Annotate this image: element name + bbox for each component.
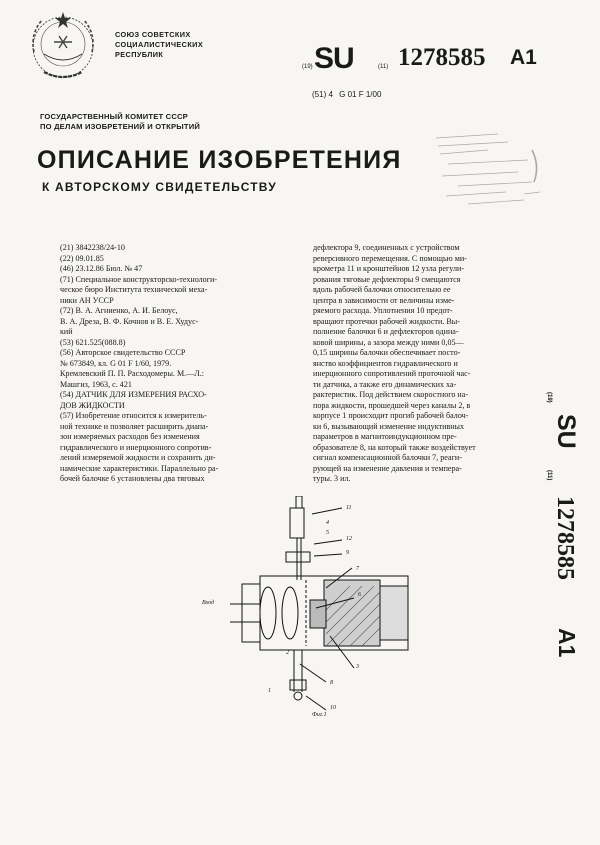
right-line: пора жидкости, прошедшей через каналы 2, в xyxy=(313,400,471,410)
right-line: сигнал компенсационной балочки 7, реаги- xyxy=(313,453,462,462)
ussr-emblem-icon xyxy=(14,4,112,90)
figure-label-8: 8 xyxy=(330,680,333,686)
right-line: дефлектора 9, соединенных с устройством xyxy=(313,243,460,252)
figure-label-4: 4 xyxy=(326,520,329,526)
right-line: центра в зависимости от величины изме- xyxy=(313,295,455,305)
patent-kind: A1 xyxy=(510,46,537,69)
org-line-1: СОЮЗ СОВЕТСКИХ xyxy=(115,30,191,39)
figure-label-7: 7 xyxy=(356,566,359,572)
document-title: ОПИСАНИЕ ИЗОБРЕТЕНИЯ xyxy=(37,146,402,174)
right-line: вдоль рабочей балочки относительно ее xyxy=(313,285,451,294)
left-line: бочей балочке 6 установлены два тяговых xyxy=(60,474,205,483)
right-line: вращают протечки рабочей жидкости. Вы- xyxy=(313,316,460,326)
right-line: ковой ширины, а зазора между ними 0,05— xyxy=(313,337,464,347)
inlet-label: Вход xyxy=(202,600,215,606)
patent-number: 1278585 xyxy=(398,44,486,71)
right-line: рования тяговые дефлекторы 9 смещаются xyxy=(313,274,461,284)
left-line: (54) ДАТЧИК ДЛЯ ИЗМЕРЕНИЯ РАСХО- xyxy=(60,390,207,399)
ipc-label: (51) 4 xyxy=(312,90,333,99)
left-line: кий xyxy=(60,327,73,336)
right-line: рактеристик. Под действием скоростного на- xyxy=(313,390,469,399)
right-line: ки 6, вызывающий изменение индуктивных xyxy=(313,421,465,431)
side-patent-kind: A1 xyxy=(554,628,580,658)
right-line: ти датчика, а также его динамических ха- xyxy=(313,379,457,389)
right-line: корпусе 1 происходит прогиб рабочей балоч- xyxy=(313,411,469,420)
document-subtitle: К АВТОРСКОМУ СВИДЕТЕЛЬСТВУ xyxy=(42,180,277,194)
figure-label-5: 5 xyxy=(326,530,329,536)
left-line: ческое бюро Института технической меха- xyxy=(60,285,208,294)
right-line: образователе 8, на который также воздействует xyxy=(313,442,476,452)
country-code-label: (19) xyxy=(302,64,313,70)
library-stamp-icon xyxy=(428,120,548,215)
left-line: Машгиз, 1963, с. 421 xyxy=(60,379,132,389)
right-line: инерционного сопротивлений проточной час- xyxy=(313,369,471,378)
left-line: № 673849, кл. G 01 F 1/60, 1979. xyxy=(60,358,172,368)
left-line: (21) 3842238/24-10 xyxy=(60,243,125,252)
left-line: зон измеряемых расходов без изменения xyxy=(60,432,200,441)
left-line: лений измеряемой жидкости и сохранить ди- xyxy=(60,453,216,462)
right-line: янство коэффициентов гидравлического и xyxy=(313,358,458,368)
number-code-label: (11) xyxy=(378,64,389,70)
right-line: реверсивного перемещения. С помощью ми- xyxy=(313,253,467,263)
left-line: (56) Авторское свидетельство СССР xyxy=(60,348,186,357)
figure-label-12: 12 xyxy=(346,536,352,542)
right-line: туры. 3 ил. xyxy=(313,474,351,483)
side-code-19: (19) xyxy=(546,392,552,403)
left-line: (71) Специальное конструкторско-технологи- xyxy=(60,274,218,284)
right-line: ряемого расхода. Уплотнения 10 предот- xyxy=(313,306,453,315)
committee-line-1: ГОСУДАРСТВЕННЫЙ КОМИТЕТ СССР xyxy=(40,112,188,121)
left-line: (53) 621.525(088.8) xyxy=(60,337,126,347)
right-line: параметров в магнитоиндукционном пре- xyxy=(313,432,457,441)
left-line: (46) 23.12.86 Бюл. № 47 xyxy=(60,264,143,273)
right-line: полнение балочки 6 и дефлекторов одина- xyxy=(313,327,459,336)
left-line: (57) Изобретение относится к измеритель- xyxy=(60,411,207,420)
patent-number-block xyxy=(302,38,592,78)
figure-label-3: 3 xyxy=(356,664,359,670)
ipc-class xyxy=(312,90,381,99)
right-line: 0,15 ширины балочки обеспечивает посто- xyxy=(313,348,461,357)
figure-label-2: 2 xyxy=(286,650,289,656)
left-line: (22) 09.01.85 xyxy=(60,253,104,263)
left-line: ники АН УССР xyxy=(60,295,114,305)
left-line: гидравлического и инерционного сопротив- xyxy=(60,442,212,452)
figure-label-6: 6 xyxy=(358,592,361,598)
ipc-value: G 01 F 1/00 xyxy=(339,90,382,99)
right-line: крометра 11 и кронштейнов 12 узла регули- xyxy=(313,264,465,273)
right-text-column xyxy=(313,243,550,485)
device-drawing xyxy=(230,496,430,726)
left-line: (72) В. А. Агниенко, А. И. Белоус, xyxy=(60,306,178,315)
left-line: намические характеристики. Параллельно ра- xyxy=(60,463,219,473)
right-line: рующей на изменение давления и темпера- xyxy=(313,463,462,473)
figure-caption: Фиг.1 xyxy=(312,712,327,718)
side-patent-number: 1278585 xyxy=(552,496,578,580)
figure-label-9: 9 xyxy=(346,550,349,556)
left-line: ДОВ ЖИДКОСТИ xyxy=(60,400,125,410)
left-text-column xyxy=(60,243,305,485)
side-country-code: SU xyxy=(552,414,580,449)
figure-label-1: 1 xyxy=(268,688,271,694)
figure-label-11: 11 xyxy=(346,505,352,511)
figure-label-10: 10 xyxy=(330,705,336,711)
org-line-3: РЕСПУБЛИК xyxy=(115,50,164,59)
left-line: Кремлевский П. П. Расходомеры. М.—Л.: xyxy=(60,369,205,378)
committee-line-2: ПО ДЕЛАМ ИЗОБРЕТЕНИЙ И ОТКРЫТИЙ xyxy=(40,122,201,131)
country-code: SU xyxy=(314,42,354,75)
org-line-2: СОЦИАЛИСТИЧЕСКИХ xyxy=(115,40,204,49)
left-line: В. А. Дреза, В. Ф. Кочнов и В. Е. Худус- xyxy=(60,316,199,326)
left-line: ной технике и позволяет расширить диапа- xyxy=(60,421,209,431)
side-code-11: (11) xyxy=(546,470,552,481)
